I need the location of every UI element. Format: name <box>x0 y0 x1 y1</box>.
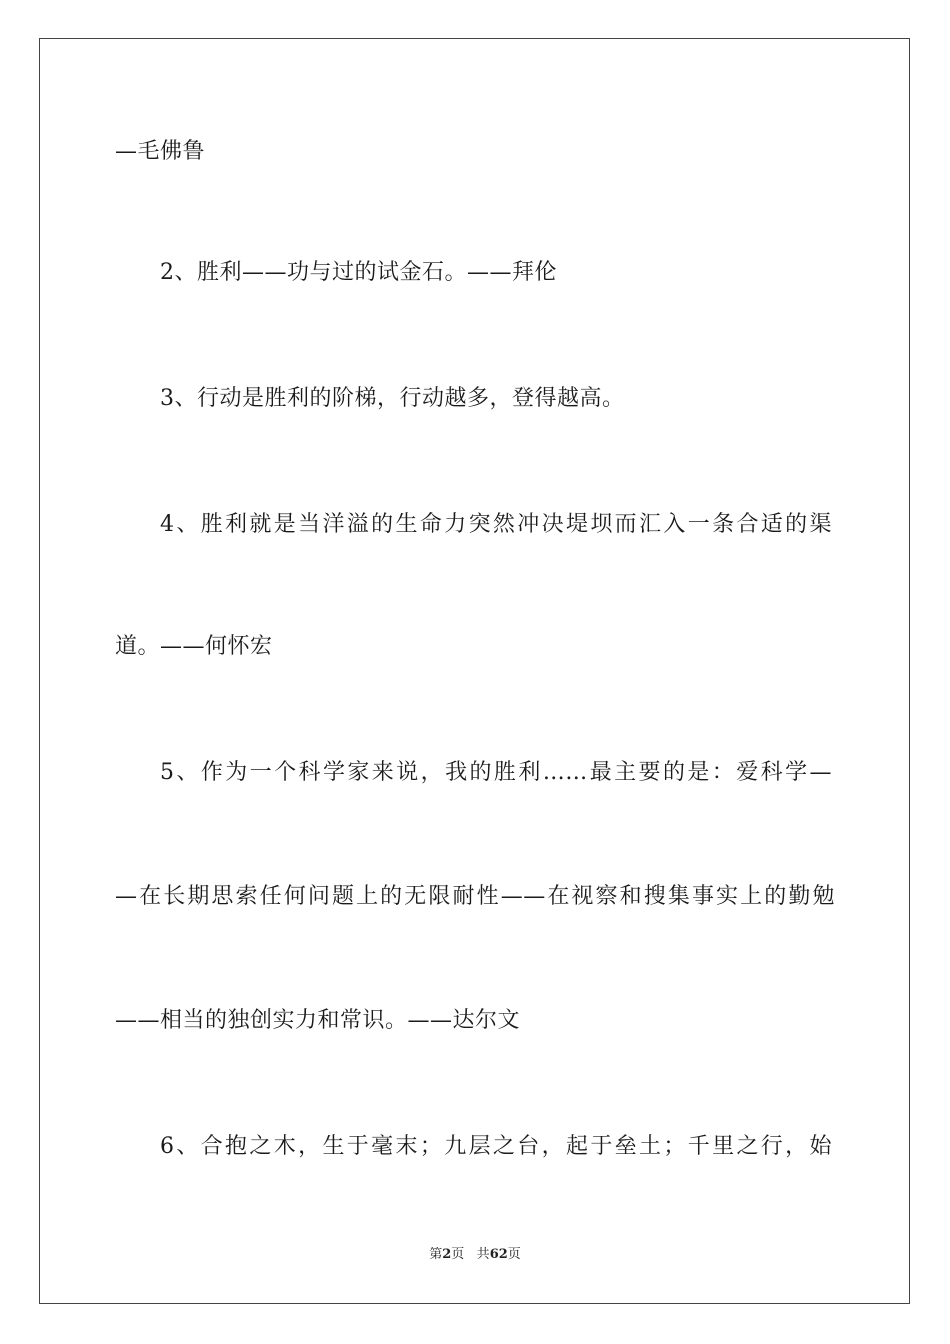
footer-page-suffix: 页 <box>451 1247 465 1262</box>
text-line-8: ——相当的独创实力和常识。——达尔文 <box>115 1008 521 1033</box>
footer-page-prefix: 第 <box>429 1247 443 1262</box>
page-footer <box>0 1246 950 1264</box>
text-line-7: —在长期思索任何问题上的无限耐性——在视察和搜集事实上的勤勉 <box>115 884 835 909</box>
text-line-6: 5、作为一个科学家来说，我的胜利……最主要的是：爱科学— <box>160 760 832 785</box>
text-line-3: 3、行动是胜利的阶梯，行动越多，登得越高。 <box>160 386 625 411</box>
footer-page-number: 2 <box>442 1247 452 1262</box>
text-line-5: 道。——何怀宏 <box>115 634 273 659</box>
text-line-2: 2、胜利——功与过的试金石。——拜伦 <box>160 260 557 285</box>
footer-total-pages: 62 <box>489 1247 508 1262</box>
page-frame <box>39 38 910 1304</box>
footer-total-suffix: 页 <box>507 1247 521 1262</box>
footer-total-prefix: 共 <box>476 1247 490 1262</box>
text-line-9: 6、合抱之木，生于毫末；九层之台，起于垒土；千里之行，始 <box>160 1134 832 1159</box>
text-line-4: 4、胜利就是当洋溢的生命力突然冲决堤坝而汇入一条合适的渠 <box>160 512 832 537</box>
text-line-1: —毛佛鲁 <box>115 139 206 164</box>
